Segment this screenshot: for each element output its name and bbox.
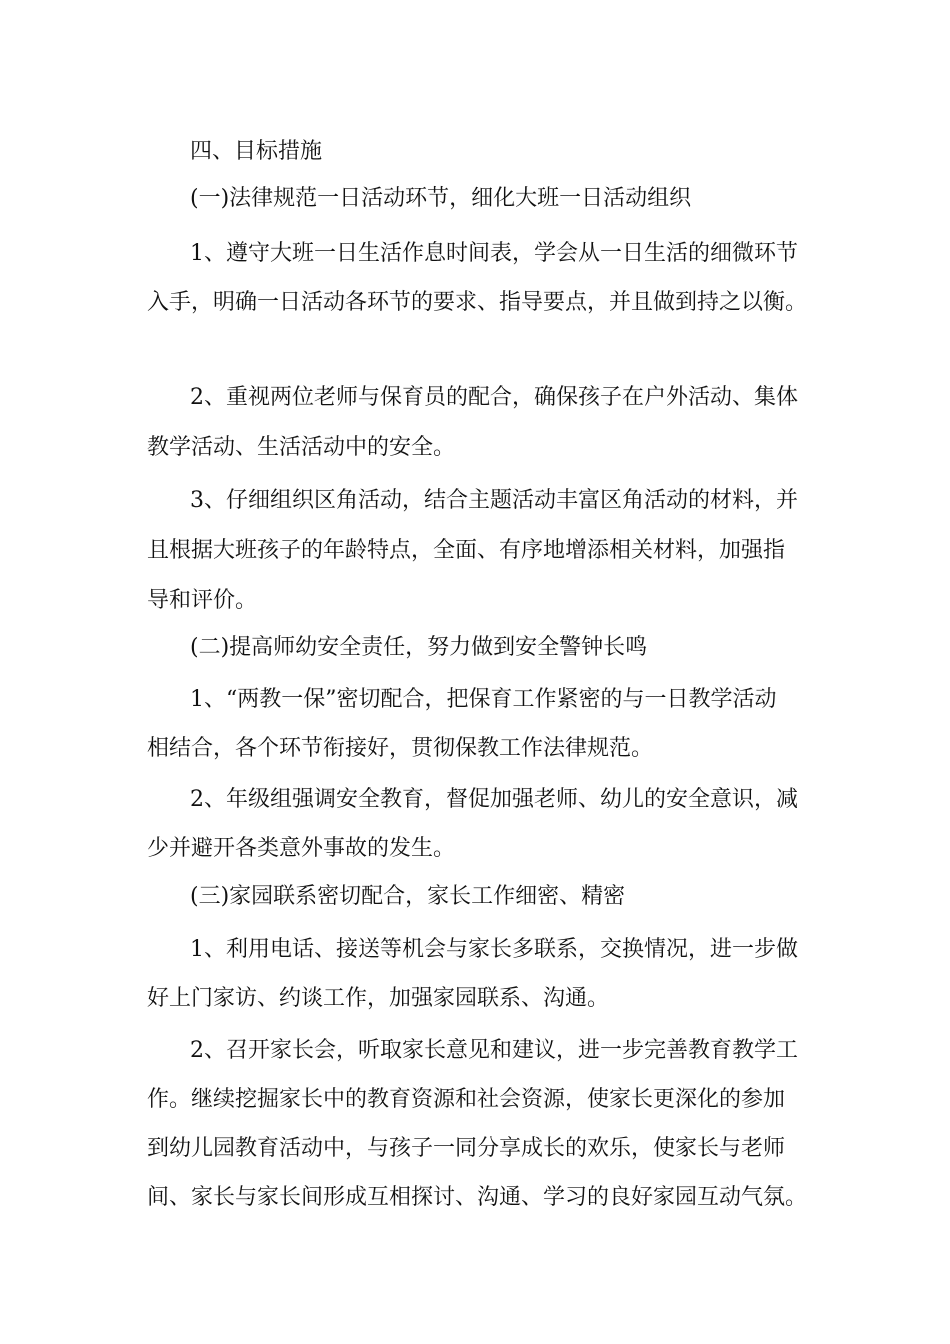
paragraph-line: 1、遵守大班一日生活作息时间表，学会从一日生活的细微环节 (190, 241, 798, 266)
subsection-heading: (三)家园联系密切配合，家长工作细密、精密 (190, 884, 626, 909)
paragraph-line: 间、家长与家长间形成互相探讨、沟通、学习的良好家园互动气氛。 (147, 1185, 808, 1210)
paragraph-line: 相结合，各个环节衔接好，贯彻保教工作法律规范。 (147, 736, 654, 761)
paragraph-line: 到幼儿园教育活动中，与孩子一同分享成长的欢乐，使家长与老师 (147, 1136, 786, 1161)
paragraph-line: 1、“两教一保”密切配合，把保育工作紧密的与一日教学活动 (190, 687, 777, 712)
section-heading: 四、目标措施 (190, 139, 323, 164)
paragraph-line: 2、重视两位老师与保育员的配合，确保孩子在户外活动、集体 (190, 385, 798, 410)
paragraph-line: 少并避开各类意外事故的发生。 (147, 836, 456, 861)
paragraph-line: 入手，明确一日活动各环节的要求、指导要点，并且做到持之以衡。 (147, 290, 808, 315)
paragraph-line: 导和评价。 (147, 588, 258, 613)
paragraph-line: 2、年级组强调安全教育，督促加强老师、幼儿的安全意识，减 (190, 787, 798, 812)
paragraph-line: 3、仔细组织区角活动，结合主题活动丰富区角活动的材料，并 (190, 488, 798, 513)
paragraph-line: 2、召开家长会，听取家长意见和建议，进一步完善教育教学工 (190, 1038, 798, 1063)
paragraph-line: 且根据大班孩子的年龄特点，全面、有序地增添相关材料，加强指 (147, 538, 786, 563)
paragraph-line: 教学活动、生活活动中的安全。 (147, 435, 456, 460)
subsection-heading: (二)提高师幼安全责任，努力做到安全警钟长鸣 (190, 635, 648, 660)
paragraph-line: 1、利用电话、接送等机会与家长多联系，交换情况，进一步做 (190, 937, 798, 962)
paragraph-line: 作。继续挖掘家长中的教育资源和社会资源，使家长更深化的参加 (147, 1087, 786, 1112)
subsection-heading: (一)法律规范一日活动环节，细化大班一日活动组织 (190, 186, 692, 211)
paragraph-line: 好上门家访、约谈工作，加强家园联系、沟通。 (147, 986, 610, 1011)
